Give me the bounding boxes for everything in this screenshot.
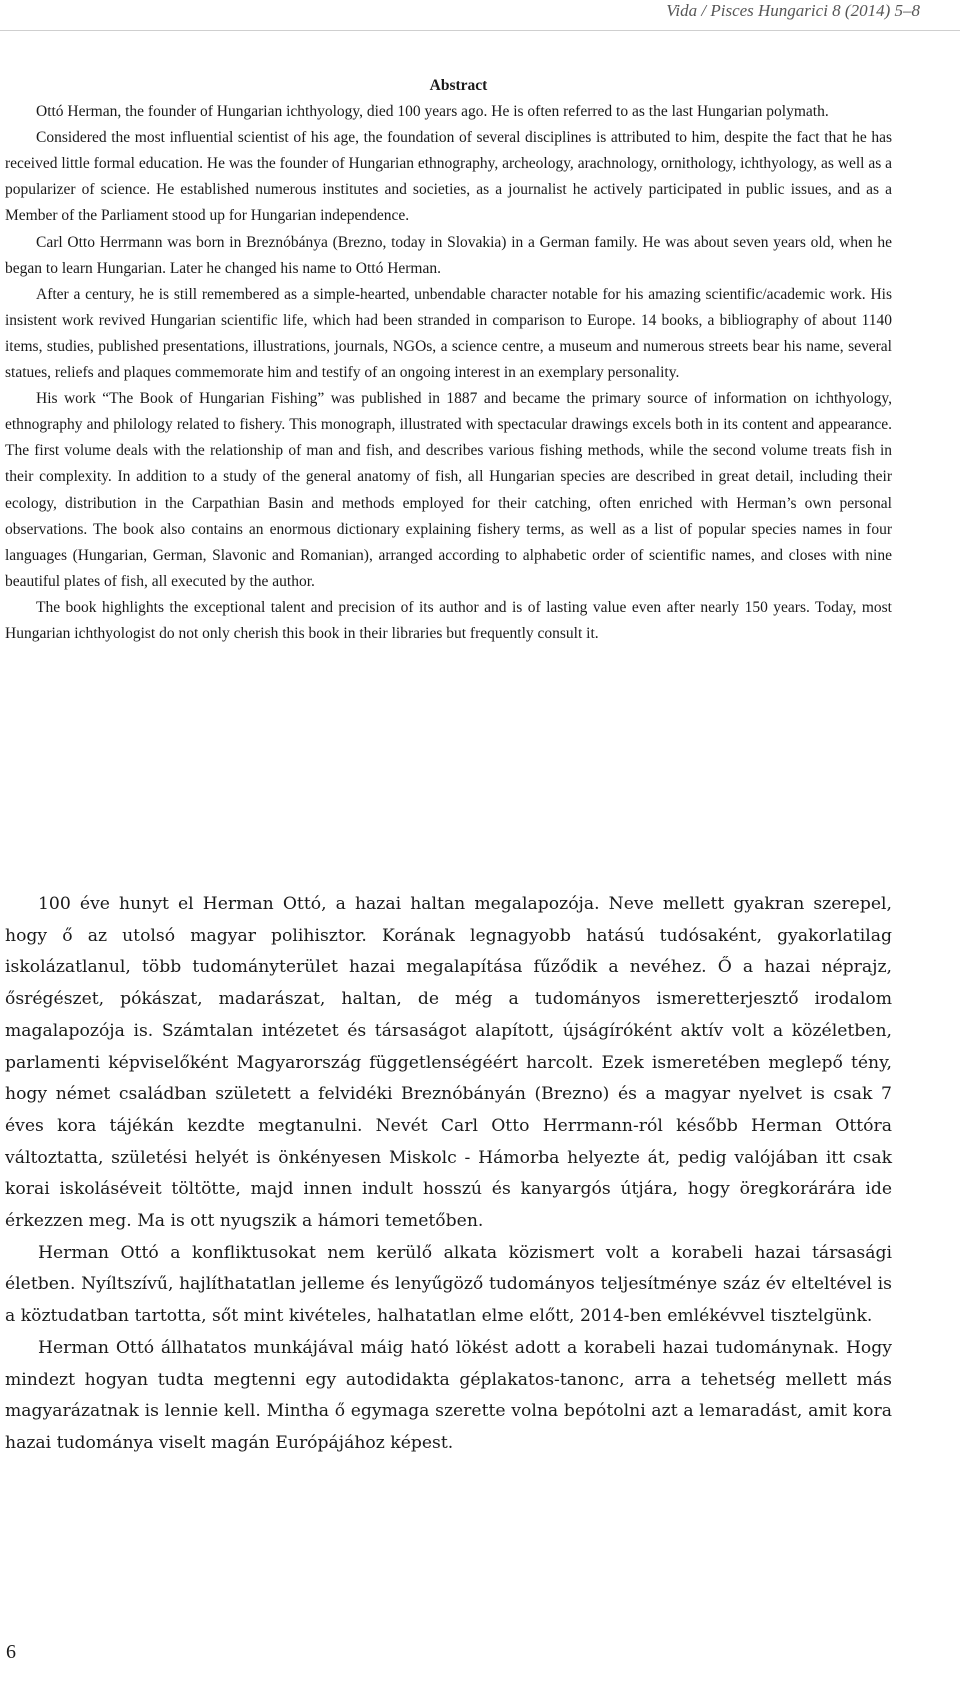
header-divider [0,30,960,31]
abstract-paragraph: After a century, he is still remembered as a simple-hearted, unbendable character notable for his amazing scientific/academic work. His insistent work revived Hungarian scientific life, which had been stranded in comparison to Europe. 14 books, a bibliography of about 1140 items, studies, published presentations, illustrations, journals, NGOs, a science centre, a museum and numerous streets bear his name, several statues, reliefs and plaques commemorate him and testify of an ongoing interest in an exemplary personality. [5,285,892,382]
abstract-section [5,73,892,647]
abstract-paragraph: His work “The Book of Hungarian Fishing” was published in 1887 and became the primary source of information on ichthyology, ethnography and philology related to fishery. This monograph, illustrated with spectacular drawings excels both in its content and appearance. The first volume deals with the relationship of man and fish, and describes various fishing methods, while the second volume treats fish in their complexity. In addition to a study of the general anatomy of fish, all Hungarian species are described in great detail, including their ecology, distribution in the Carpathian Basin and methods employed for their catching, often enriched with Herman’s own personal observations. The book also contains an enormous dictionary explaining fishery terms, as well as a list of popular species names in four languages (Hungarian, German, Slavonic and Romanian), arranged according to alphabetic order of scientific names, and closes with nine beautiful plates of fish, all executed by the author. [5,390,892,590]
page-number: 6 [6,1641,16,1663]
abstract-paragraph: Carl Otto Herrmann was born in Breznóbánya (Brezno, today in Slovakia) in a German family. He was about seven years old, when he began to learn Hungarian. Later he changed his name to Ottó Herman. [5,233,892,277]
abstract-title: Abstract [429,77,488,94]
abstract-paragraph: The book highlights the exceptional talent and precision of its author and is of lasting value even after nearly 150 years. Today, most Hungarian ichthyologist do not only cherish this book in their libraries but frequently consult it. [5,598,892,642]
main-text-section [5,889,892,1460]
abstract-paragraph: Ottó Herman, the founder of Hungarian ichthyology, died 100 years ago. He is often referred to as the last Hungarian polymath. [36,103,829,121]
body-paragraph: 100 éve hunyt el Herman Ottó, a hazai haltan megalapozója. Neve mellett gyakran szerepel, hogy ő az utolsó magyar polihisztor. Korának legnagyobb hatású tudósaként, gyakorlatilag iskolázatlanul, több tudományterület hazai megalapítása fűződik a nevéhez. Ő a hazai néprajz, ősrégészet, pókászat, madarászat, haltan, de még a tudományos ismeretterjesztő irodalom magalapozója is. Számtalan intézetet és társaságot alapított, újságíróként aktív volt a közéletben, parlamenti képviselőként Magyarország függetlenségéért harcolt. Ezek ismeretében meglepő tény, hogy német családban született a felvidéki Breznóbányán (Brezno) és a magyar nyelvet is csak 7 éves kora tájékán kezdte megtanulni. Nevét Carl Otto Herrmann-ról később Herman Ottóra változtatta, születési helyét is önkényesen Miskolc - Hámorba helyezte át, pedig valójában itt csak korai iskoláséveit töltötte, majd innen indult hosszú és kanyargós útjára, hogy öregkorárára ide érkezzen meg. Ma is ott nyugszik a hámori temetőben. [5,894,892,1232]
body-paragraph: Herman Ottó állhatatos munkájával máig ható lökést adott a korabeli hazai tudománynak. Hogy mindezt hogyan tudta megtenni egy autodidakta géplakatos-tanonc, arra a tehetség mellett más magyarázatnak is lennie kell. Mintha ő egymaga szerette volna bepótolni azt a lemaradást, amit kora hazai tudománya viselt magán Európájához képest. [5,1337,892,1453]
body-paragraph: Herman Ottó a konfliktusokat nem kerülő alkata közismert volt a korabeli hazai társasági életben. Nyíltszívű, hajlíthatatlan jelleme és lenyűgöző tudományos teljesítménye száz év elteltével is a köztudatban tartotta, sőt mint kivételes, halhatatlan elme előtt, 2014-ben emlékévvel tisztelgünk. [5,1242,892,1327]
running-header: Vida / Pisces Hungarici 8 (2014) 5–8 [666,1,920,20]
abstract-paragraph: Considered the most influential scientist of his age, the foundation of several disciplines is attributed to him, despite the fact that he has received little formal education. He was the founder of Hungarian ethnography, archeology, arachnology, ornithology, ichthyology, as well as a popularizer of science. He established numerous institutes and societies, as a journalist he actively participated in public issues, and as a Member of the Parliament stood up for Hungarian independence. [5,129,892,225]
